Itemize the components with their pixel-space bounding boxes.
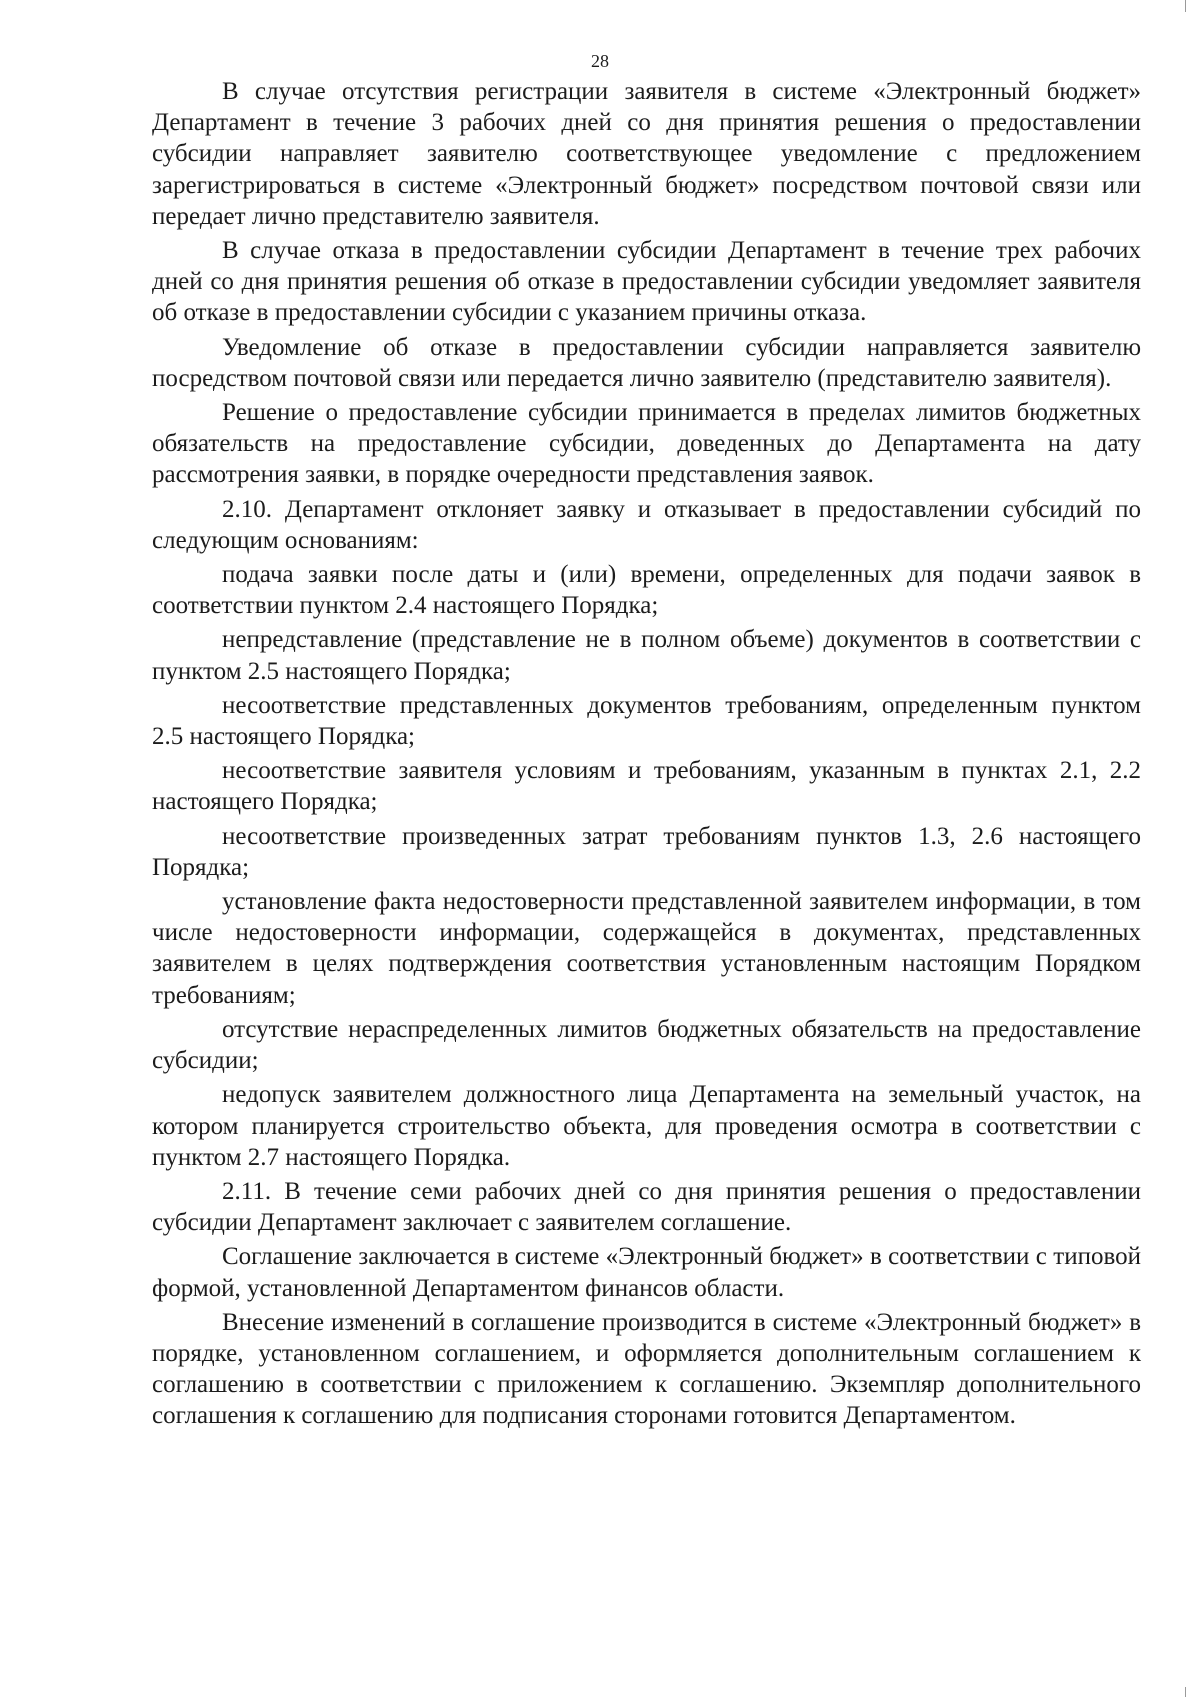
paragraph: непредставление (представление не в полном объеме) документов в соответствии с пунктом 2.5 настоящего Порядка; [152,626,1141,685]
scan-edge-mark [1185,1687,1186,1697]
page-number: 28 [591,51,609,71]
paragraph: установление факта недостоверности представленной заявителем информации, в том числе недостоверности информации, содержащейся в документах, представленных заявителем в целях подтверждения соответствия установленным настоящим Порядком требованиям; [152,888,1141,1009]
scan-edge-mark [1185,0,1186,12]
paragraph: несоответствие произведенных затрат требованиям пунктов 1.3, 2.6 настоящего Порядка; [152,822,1141,881]
paragraph: Соглашение заключается в системе «Электронный бюджет» в соответствии с типовой формой, установленной Департаментом финансов области. [152,1243,1141,1302]
paragraph: несоответствие заявителя условиям и требованиям, указанным в пунктах 2.1, 2.2 настоящего Порядка; [152,757,1141,816]
paragraph: 2.10. Департамент отклоняет заявку и отказывает в предоставлении субсидий по следующим основаниям: [152,495,1141,554]
paragraph: подача заявки после даты и (или) времени, определенных для подачи заявок в соответствии пунктом 2.4 настоящего Порядка; [152,561,1141,620]
paragraph: отсутствие нераспределенных лимитов бюджетных обязательств на предоставление субсидии; [152,1015,1141,1075]
paragraph: В случае отсутствия регистрации заявителя в системе «Электронный бюджет» Департамент в течение 3 рабочих дней со дня принятия решения о предоставлении субсидии направляет заявителю соответствующее уведомление с предложением зарегистрироваться в системе «Электронный бюджет» посредством почтовой связи или передает лично представителю заявителя. [152,78,1141,230]
paragraph: Решение о предоставление субсидии принимается в пределах лимитов бюджетных обязательств на предоставление субсидии, доведенных до Департамента на дату рассмотрения заявки, в порядке очередности представления заявок. [152,399,1141,489]
paragraph: В случае отказа в предоставлении субсидии Департамент в течение трех рабочих дней со дня принятия решения об отказе в предоставлении субсидии уведомляет заявителя об отказе в предоставлении субсидии с указанием причины отказа. [152,237,1141,327]
paragraph: 2.11. В течение семи рабочих дней со дня принятия решения о предоставлении субсидии Департамент заключает с заявителем соглашение. [152,1177,1141,1237]
document-body [152,76,1141,1435]
paragraph: Внесение изменений в соглашение производится в системе «Электронный бюджет» в порядке, установленном соглашением, и оформляется дополнительным соглашением к соглашению в соответствии с приложением к соглашению. Экземпляр дополнительного соглашения к соглашению для подписания сторонами готовится Департаментом. [152,1308,1141,1430]
paragraph: несоответствие представленных документов требованиям, определенным пунктом 2.5 настоящего Порядка; [152,691,1141,751]
paragraph: Уведомление об отказе в предоставлении субсидии направляется заявителю посредством почтовой связи или передается лично заявителю (представителю заявителя). [152,333,1141,392]
paragraph: недопуск заявителем должностного лица Департамента на земельный участок, на котором планируется строительство объекта, для проведения осмотра в соответствии с пунктом 2.7 настоящего Порядка. [152,1081,1141,1171]
